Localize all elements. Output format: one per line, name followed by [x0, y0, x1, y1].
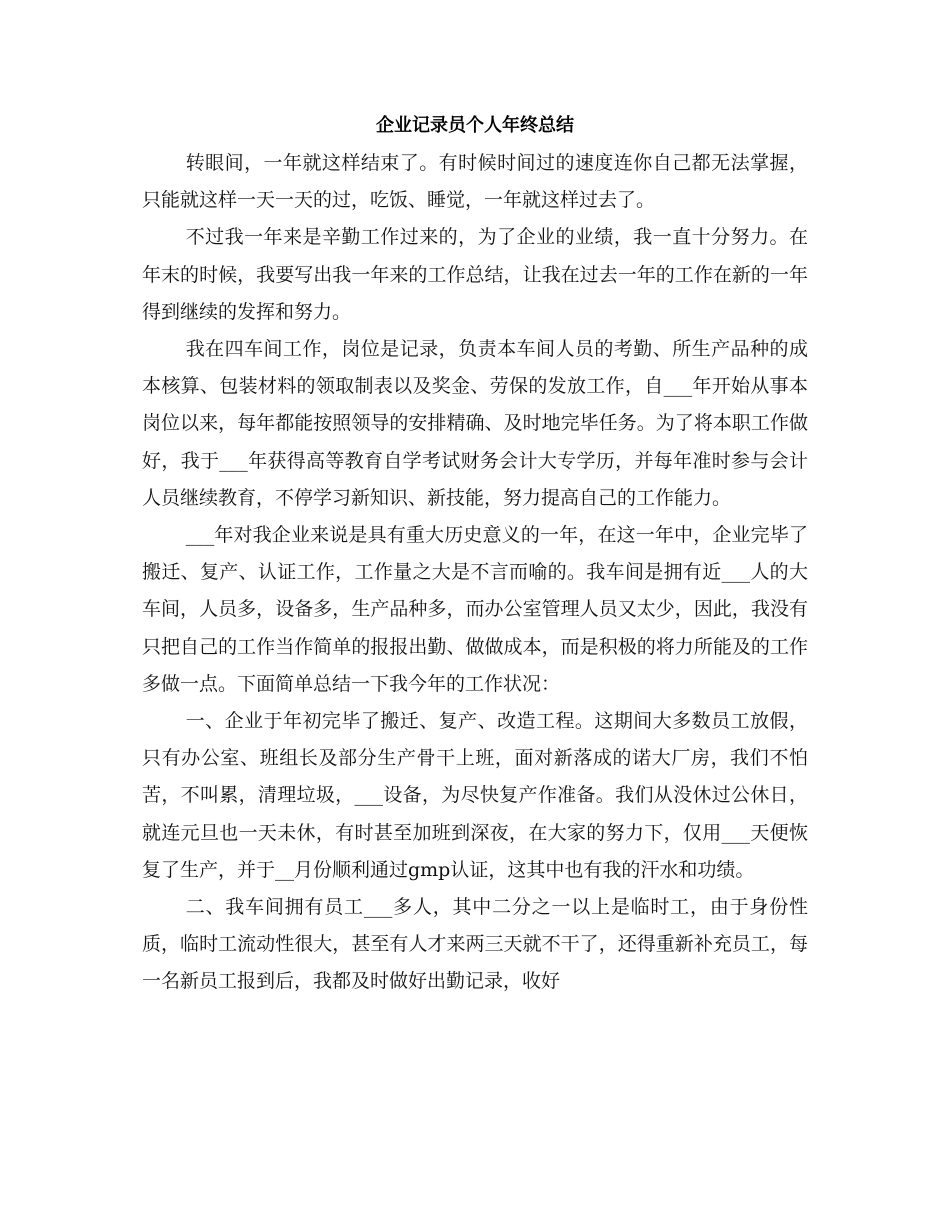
paragraph-intro: 转眼间，一年就这样结束了。有时候时间过的速度连你自己都无法掌握，只能就这样一天一天的过，吃饭、睡觉，一年就这样过去了。: [142, 152, 808, 212]
paragraph-item-two: 二、我车间拥有员工___多人，其中二分之一以上是临时工，由于身份性质，临时工流动性很大，甚至有人才来两三天就不干了，还得重新补充员工，每一名新员工报到后，我都及时做好出勤记录，收好: [142, 896, 808, 993]
document-title: 企业记录员个人年终总结: [376, 115, 574, 136]
paragraph-year-summary: ___年对我企业来说是具有重大历史意义的一年，在这一年中，企业完毕了搬迁、复产、认证工作，工作量之大是不言而喻的。我车间是拥有近___人的大车间，人员多，设备多，生产品种多，而办公室管理人员又太少，因此，我没有只把自己的工作当作简单的报报出勤、做做成本，而是积极的将力所能及的工作多做一点。下面简单总结一下我今年的工作状况：: [142, 524, 808, 695]
paragraph-effort: 不过我一年来是辛勤工作过来的，为了企业的业绩，我一直十分努力。在年末的时候，我要写出我一年来的工作总结，让我在过去一年的工作在新的一年得到继续的发挥和努力。: [142, 226, 808, 323]
paragraph-item-one: 一、企业于年初完毕了搬迁、复产、改造工程。这期间大多数员工放假，只有办公室、班组长及部分生产骨干上班，面对新落成的诺大厂房，我们不怕苦，不叫累，清理垃圾，___设备，为尽快复产作准备。我们从没休过公休日，就连元旦也一天未休，有时甚至加班到深夜，在大家的努力下，仅用___天便恢复了生产，并于__月份顺利通过gmp认证，这其中也有我的汗水和功绩。: [142, 710, 808, 881]
document-body: [142, 145, 808, 1001]
paragraph-position: 我在四车间工作，岗位是记录，负责本车间人员的考勤、所生产品种的成本核算、包装材料的领取制表以及奖金、劳保的发放工作，自___年开始从事本岗位以来，每年都能按照领导的安排精确、及时地完毕任务。为了将本职工作做好，我于___年获得高等教育自学考试财务会计大专学历，并每年准时参与会计人员继续教育，不停学习新知识、新技能，努力提高自己的工作能力。: [142, 338, 808, 509]
